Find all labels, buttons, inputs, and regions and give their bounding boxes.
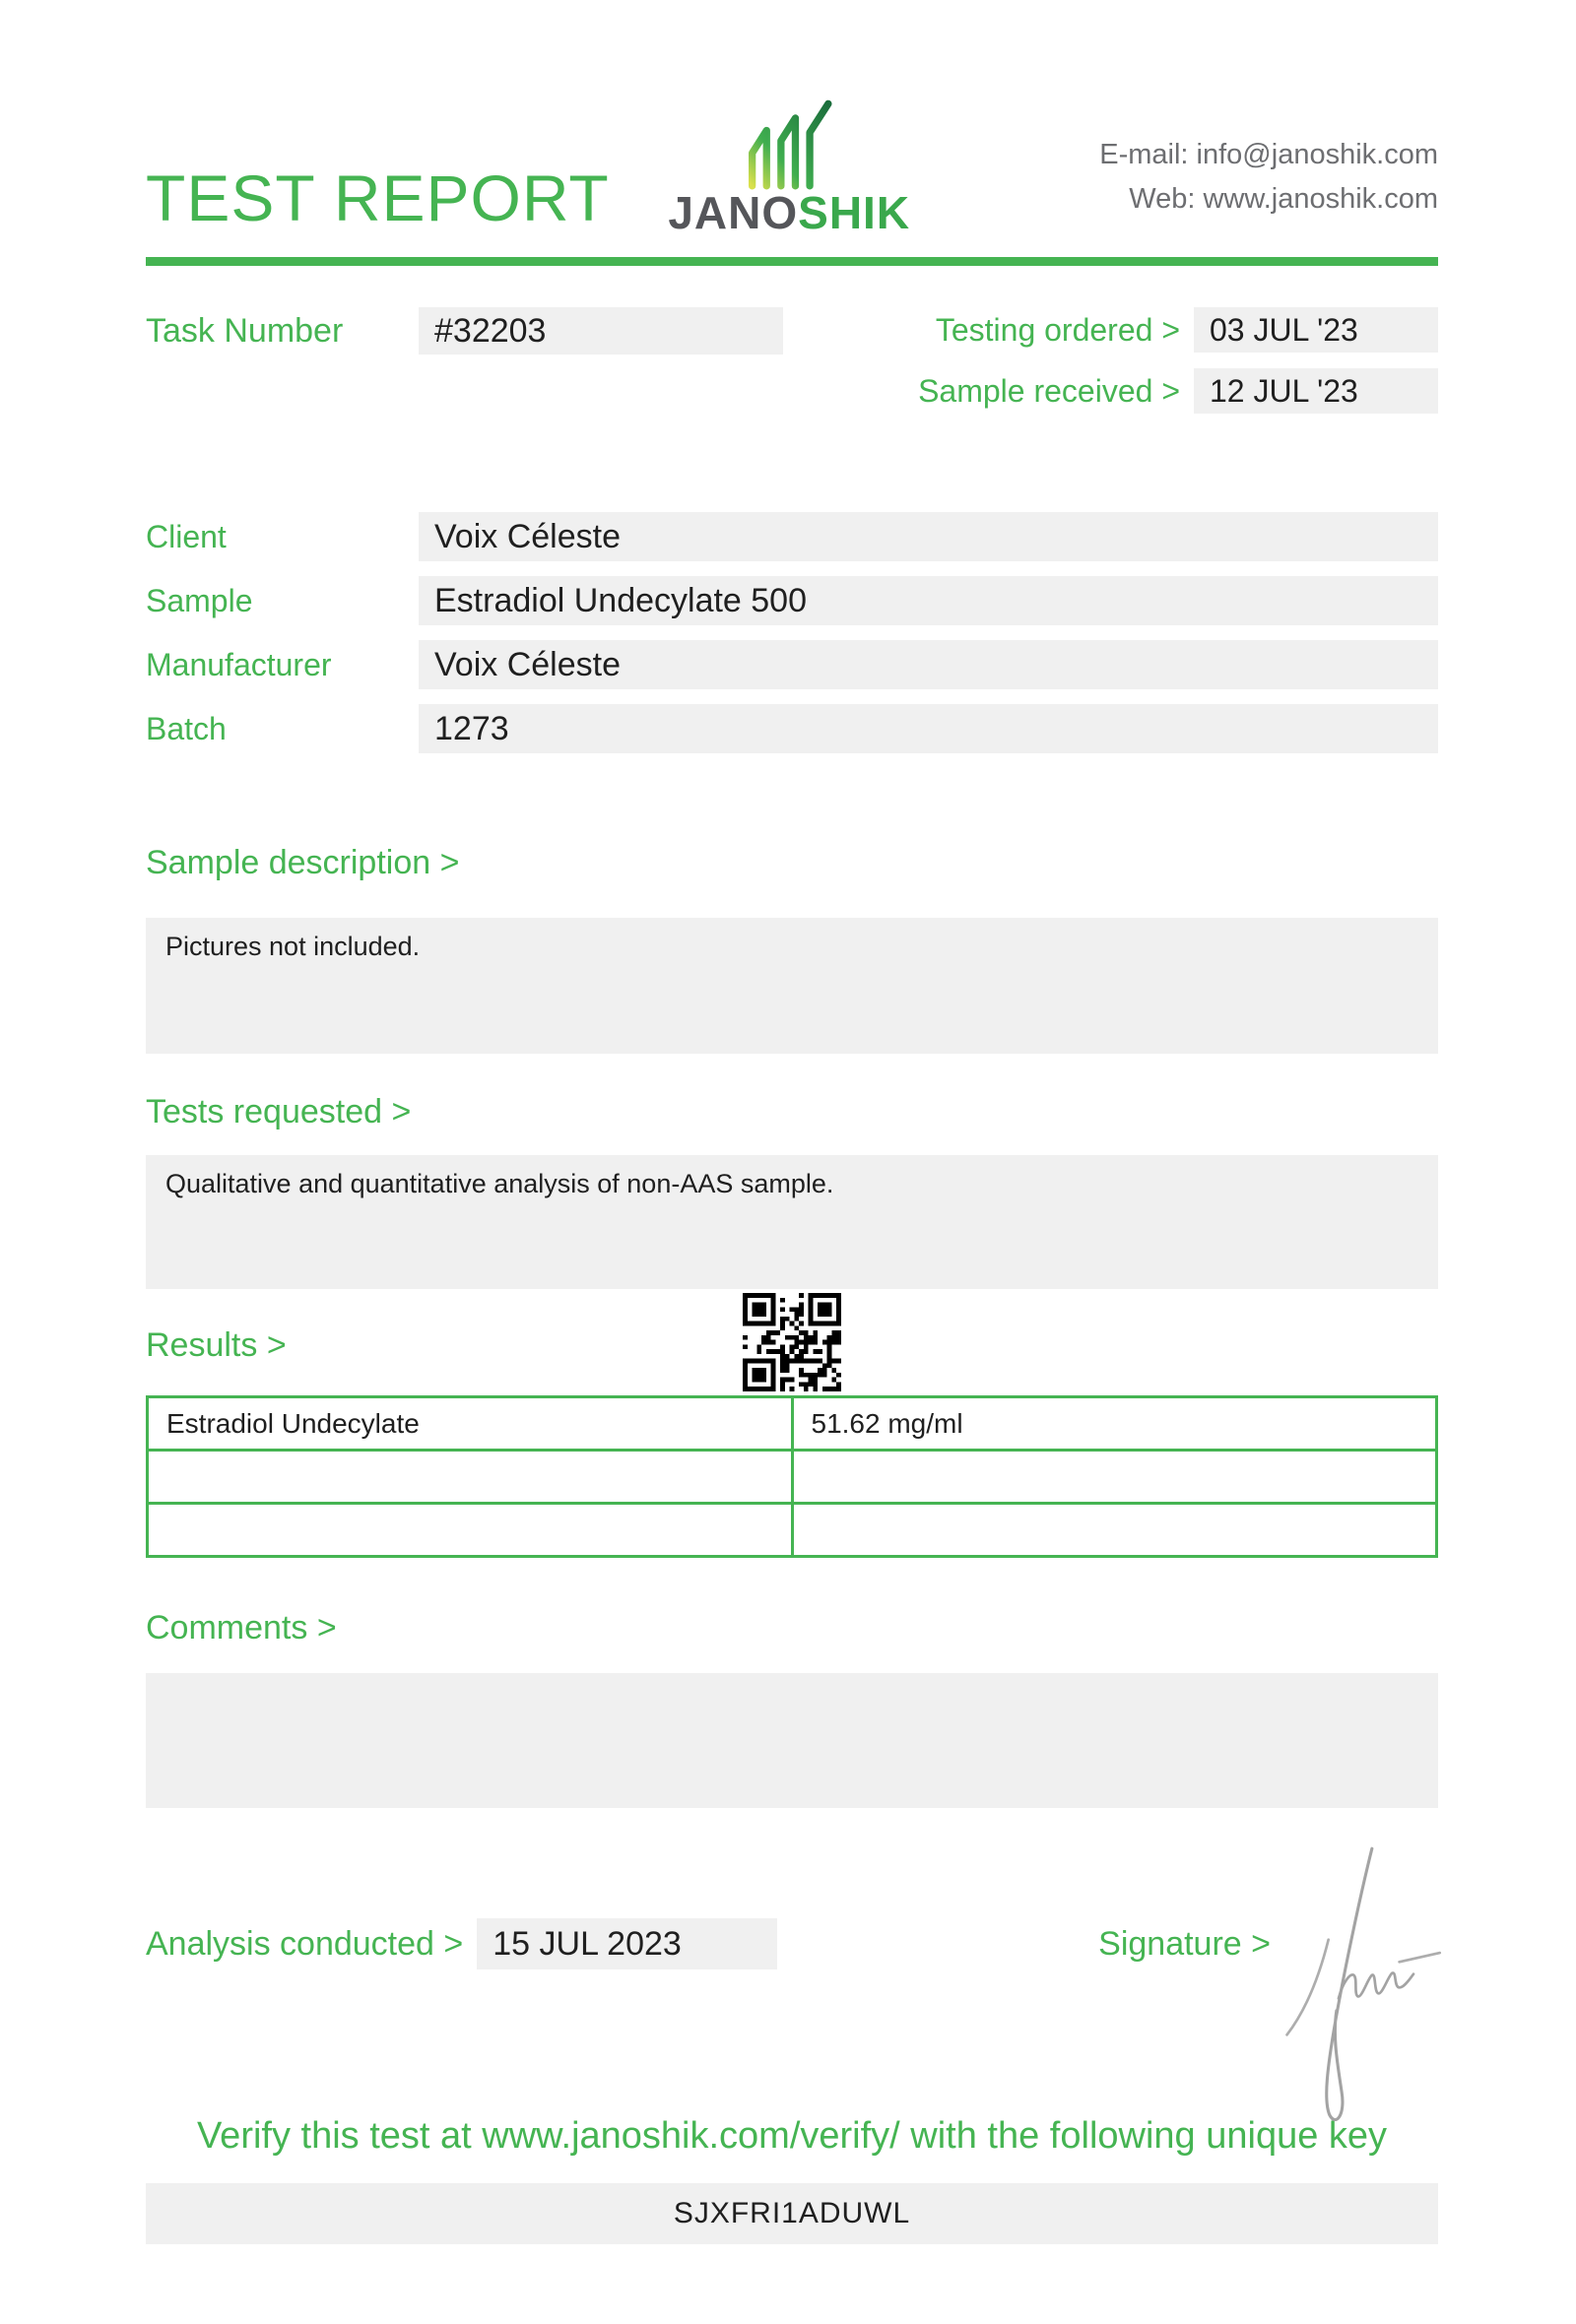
chart-growth-icon — [651, 96, 927, 190]
analysis-signature-row — [146, 1918, 1438, 1969]
dates-block — [918, 307, 1438, 414]
manufacturer-label: Manufacturer — [146, 646, 332, 682]
testing-ordered-value: 03 JUL '23 — [1194, 307, 1438, 353]
result-substance-cell — [148, 1504, 793, 1557]
sample-description-box — [146, 918, 1438, 1054]
signature-image — [1268, 1840, 1450, 2135]
testing-ordered-row — [918, 307, 1438, 353]
sample-row — [146, 576, 1438, 625]
result-value-cell — [792, 1504, 1437, 1557]
batch-label: Batch — [146, 710, 227, 746]
table-row — [148, 1451, 1437, 1504]
info-section — [146, 512, 1438, 753]
table-row — [148, 1504, 1437, 1557]
client-row — [146, 512, 1438, 561]
signature-label: Signature > — [1098, 1924, 1271, 1963]
sample-received-label: Sample received > — [918, 372, 1180, 409]
result-value-cell — [792, 1451, 1437, 1504]
sample-received-value: 12 JUL '23 — [1194, 368, 1438, 414]
qr-code-icon — [743, 1293, 841, 1391]
tests-requested-heading: Tests requested > — [146, 1093, 412, 1130]
contact-block — [1099, 133, 1438, 229]
batch-value: 1273 — [419, 704, 1438, 753]
analysis-conducted-value: 15 JUL 2023 — [477, 1918, 777, 1969]
results-table — [146, 1395, 1438, 1558]
page-title: TEST REPORT — [146, 161, 610, 235]
task-number-label: Task Number — [146, 312, 344, 350]
result-substance-cell: Estradiol Undecylate — [148, 1397, 793, 1451]
sample-received-row — [918, 368, 1438, 414]
janoshik-logo — [651, 96, 927, 238]
sample-description-text: Pictures not included. — [165, 932, 421, 961]
comments-heading: Comments > — [146, 1609, 337, 1646]
results-heading: Results > — [146, 1326, 287, 1364]
client-value: Voix Céleste — [419, 512, 1438, 561]
result-value-cell: 51.62 mg/ml — [792, 1397, 1437, 1451]
task-section — [146, 307, 1438, 414]
table-row — [148, 1397, 1437, 1451]
logo-word-green: SHIK — [798, 187, 911, 238]
testing-ordered-label: Testing ordered > — [935, 311, 1180, 348]
logo-word-dark: JANO — [668, 187, 799, 238]
logo-wordmark — [651, 187, 927, 238]
sample-value: Estradiol Undecylate 500 — [419, 576, 1438, 625]
results-header — [146, 1289, 1438, 1395]
verify-key-box — [146, 2183, 1438, 2244]
contact-email: E-mail: info@janoshik.com — [1099, 139, 1438, 171]
header — [146, 84, 1438, 238]
sample-description-heading: Sample description > — [146, 844, 460, 881]
tests-requested-text: Qualitative and quantitative analysis of non-AAS sample. — [165, 1169, 834, 1198]
sample-label: Sample — [146, 582, 253, 618]
result-substance-cell — [148, 1451, 793, 1504]
contact-web: Web: www.janoshik.com — [1129, 183, 1438, 216]
verify-key: SJXFRI1ADUWL — [673, 2197, 911, 2229]
analysis-conducted-label: Analysis conducted > — [146, 1924, 464, 1963]
verify-text: Verify this test at www.janoshik.com/verify/ with the following unique key — [196, 2115, 1388, 2157]
manufacturer-row — [146, 640, 1438, 689]
comments-box — [146, 1673, 1438, 1808]
tests-requested-box — [146, 1155, 1438, 1289]
batch-row — [146, 704, 1438, 753]
client-label: Client — [146, 518, 227, 554]
manufacturer-value: Voix Céleste — [419, 640, 1438, 689]
header-divider — [146, 257, 1438, 266]
task-number-value: #32203 — [419, 307, 783, 355]
